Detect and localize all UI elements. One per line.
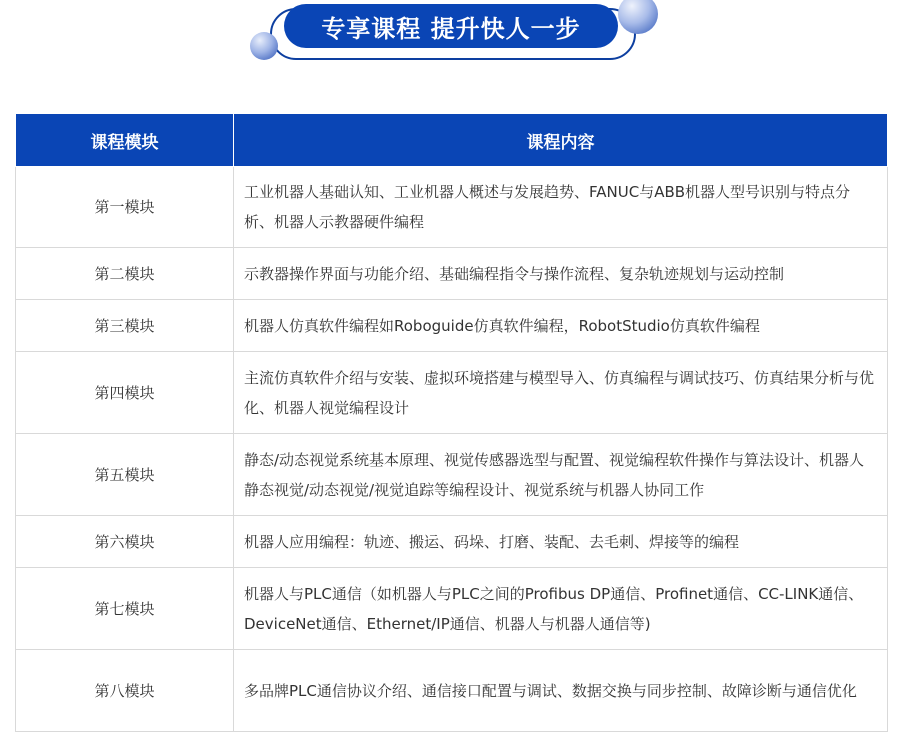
module-cell: 第八模块: [16, 650, 234, 732]
banner-pill: [284, 4, 618, 48]
content-cell: 主流仿真软件介绍与安装、虚拟环境搭建与模型导入、仿真编程与调试技巧、仿真结果分析与优化、机器人视觉编程设计: [234, 352, 888, 434]
decorative-bubble-right: [618, 0, 658, 34]
course-table: [15, 113, 888, 732]
column-header-module: 课程模块: [16, 114, 234, 167]
module-cell: 第三模块: [16, 300, 234, 352]
module-cell: 第一模块: [16, 167, 234, 248]
module-cell: 第五模块: [16, 434, 234, 516]
content-cell: 机器人仿真软件编程如Roboguide仿真软件编程，RobotStudio仿真软件编程: [234, 300, 888, 352]
table-row: [16, 167, 888, 248]
table-header-row: [16, 114, 888, 167]
content-cell: 工业机器人基础认知、工业机器人概述与发展趋势、FANUC与ABB机器人型号识别与特点分析、机器人示教器硬件编程: [234, 167, 888, 248]
module-cell: 第六模块: [16, 516, 234, 568]
table-row: [16, 300, 888, 352]
column-header-content: 课程内容: [234, 114, 888, 167]
module-cell: 第七模块: [16, 568, 234, 650]
table-row: [16, 434, 888, 516]
content-cell: 多品牌PLC通信协议介绍、通信接口配置与调试、数据交换与同步控制、故障诊断与通信优化: [234, 650, 888, 732]
table-row: [16, 248, 888, 300]
module-cell: 第四模块: [16, 352, 234, 434]
table-row: [16, 352, 888, 434]
content-cell: 机器人与PLC通信（如机器人与PLC之间的Profibus DP通信、Profinet通信、CC-LINK通信、DeviceNet通信、Ethernet/IP通信、机器人与机器人通信等): [234, 568, 888, 650]
section-banner: [250, 0, 660, 66]
decorative-bubble-left: [250, 32, 278, 60]
content-cell: 机器人应用编程：轨迹、搬运、码垛、打磨、装配、去毛刺、焊接等的编程: [234, 516, 888, 568]
section-title: 专享课程 提升快人一步: [321, 14, 581, 43]
table-row: [16, 568, 888, 650]
content-cell: 静态/动态视觉系统基本原理、视觉传感器选型与配置、视觉编程软件操作与算法设计、机器人静态视觉/动态视觉/视觉追踪等编程设计、视觉系统与机器人协同工作: [234, 434, 888, 516]
module-cell: 第二模块: [16, 248, 234, 300]
content-cell: 示教器操作界面与功能介绍、基础编程指令与操作流程、复杂轨迹规划与运动控制: [234, 248, 888, 300]
table-row: [16, 516, 888, 568]
table-row: [16, 650, 888, 732]
